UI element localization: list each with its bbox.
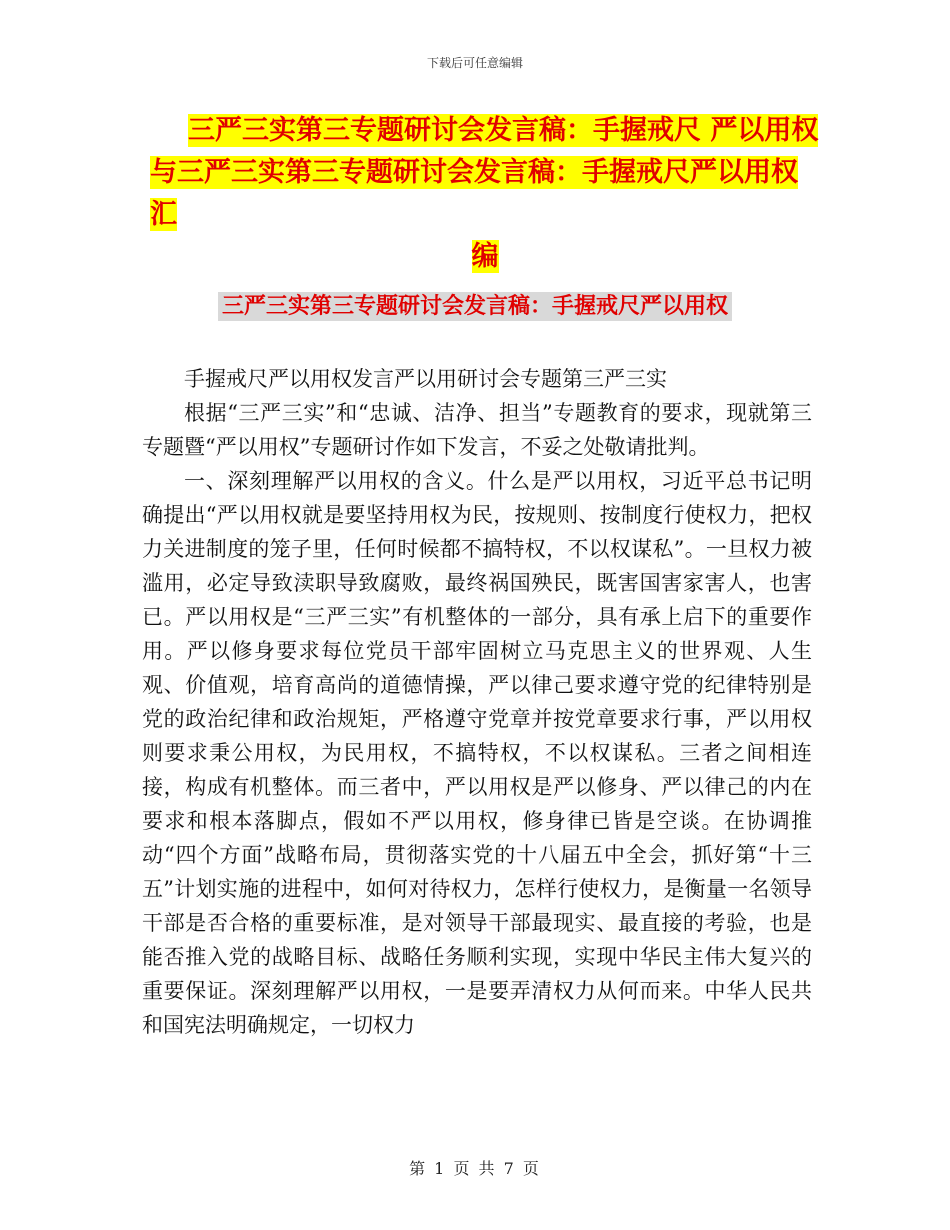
paragraph-intro: 根据“三严三实”和“忠诚、洁净、担当”专题教育的要求，现就第三专题暨“严以用权”专题研讨作如下发言，不妥之处敬请批判。 <box>142 401 812 459</box>
header-note: 下载后可任意编辑 <box>426 56 523 70</box>
section-title <box>0 290 950 324</box>
page-number: 第 1 页 共 7 页 <box>409 1159 541 1178</box>
title-line-3: 编 <box>471 241 499 272</box>
title-line-1: 三严三实第三专题研讨会发言稿：手握戒尺 严以用权 <box>188 115 819 146</box>
paragraph-keywords: 手握戒尺严以用权发言严以用研讨会专题第三严三实 <box>184 367 667 391</box>
title-line-2: 与三严三实第三专题研讨会发言稿：手握戒尺严以用权汇 <box>150 157 798 230</box>
body-text <box>142 362 812 1042</box>
section-title-text: 三严三实第三专题研讨会发言稿：手握戒尺严以用权 <box>218 292 732 321</box>
document-title <box>150 110 820 278</box>
paragraph-section-one: 一、深刻理解严以用权的含义。什么是严以用权，习近平总书记明确提出“严以用权就是要坚持用权为民，按规则、按制度行使权力，把权力关进制度的笼子里，任何时候都不搞特权，不以权谋私”。一旦权力被滥用，必定导致渎职导致腐败，最终祸国殃民，既害国害家害人，也害已。严以用权是“三严三实”有机整体的一部分，具有承上启下的重要作用。严以修身要求每位党员干部牢固树立马克思主义的世界观、人生观、价值观，培育高尚的道德情操，严以律己要求遵守党的纪律特别是党的政治纪律和政治规矩，严格遵守党章并按党章要求行事，严以用权则要求秉公用权，为民用权，不搞特权，不以权谋私。三者之间相连接，构成有机整体。而三者中，严以用权是严以修身、严以律己的内在要求和根本落脚点，假如不严以用权，修身律已皆是空谈。在协调推动“四个方面”战略布局，贯彻落实党的十八届五中全会，抓好第“十三五”计划实施的进程中，如何对待权力，怎样行使权力，是衡量一名领导干部是否合格的重要标准，是对领导干部最现实、最直接的考验，也是能否推入党的战略目标、战略任务顺利实现，实现中华民主伟大复兴的重要保证。深刻理解严以用权，一是要弄清权力从何而来。中华人民共和国宪法明确规定，一切权力 <box>142 469 812 1037</box>
